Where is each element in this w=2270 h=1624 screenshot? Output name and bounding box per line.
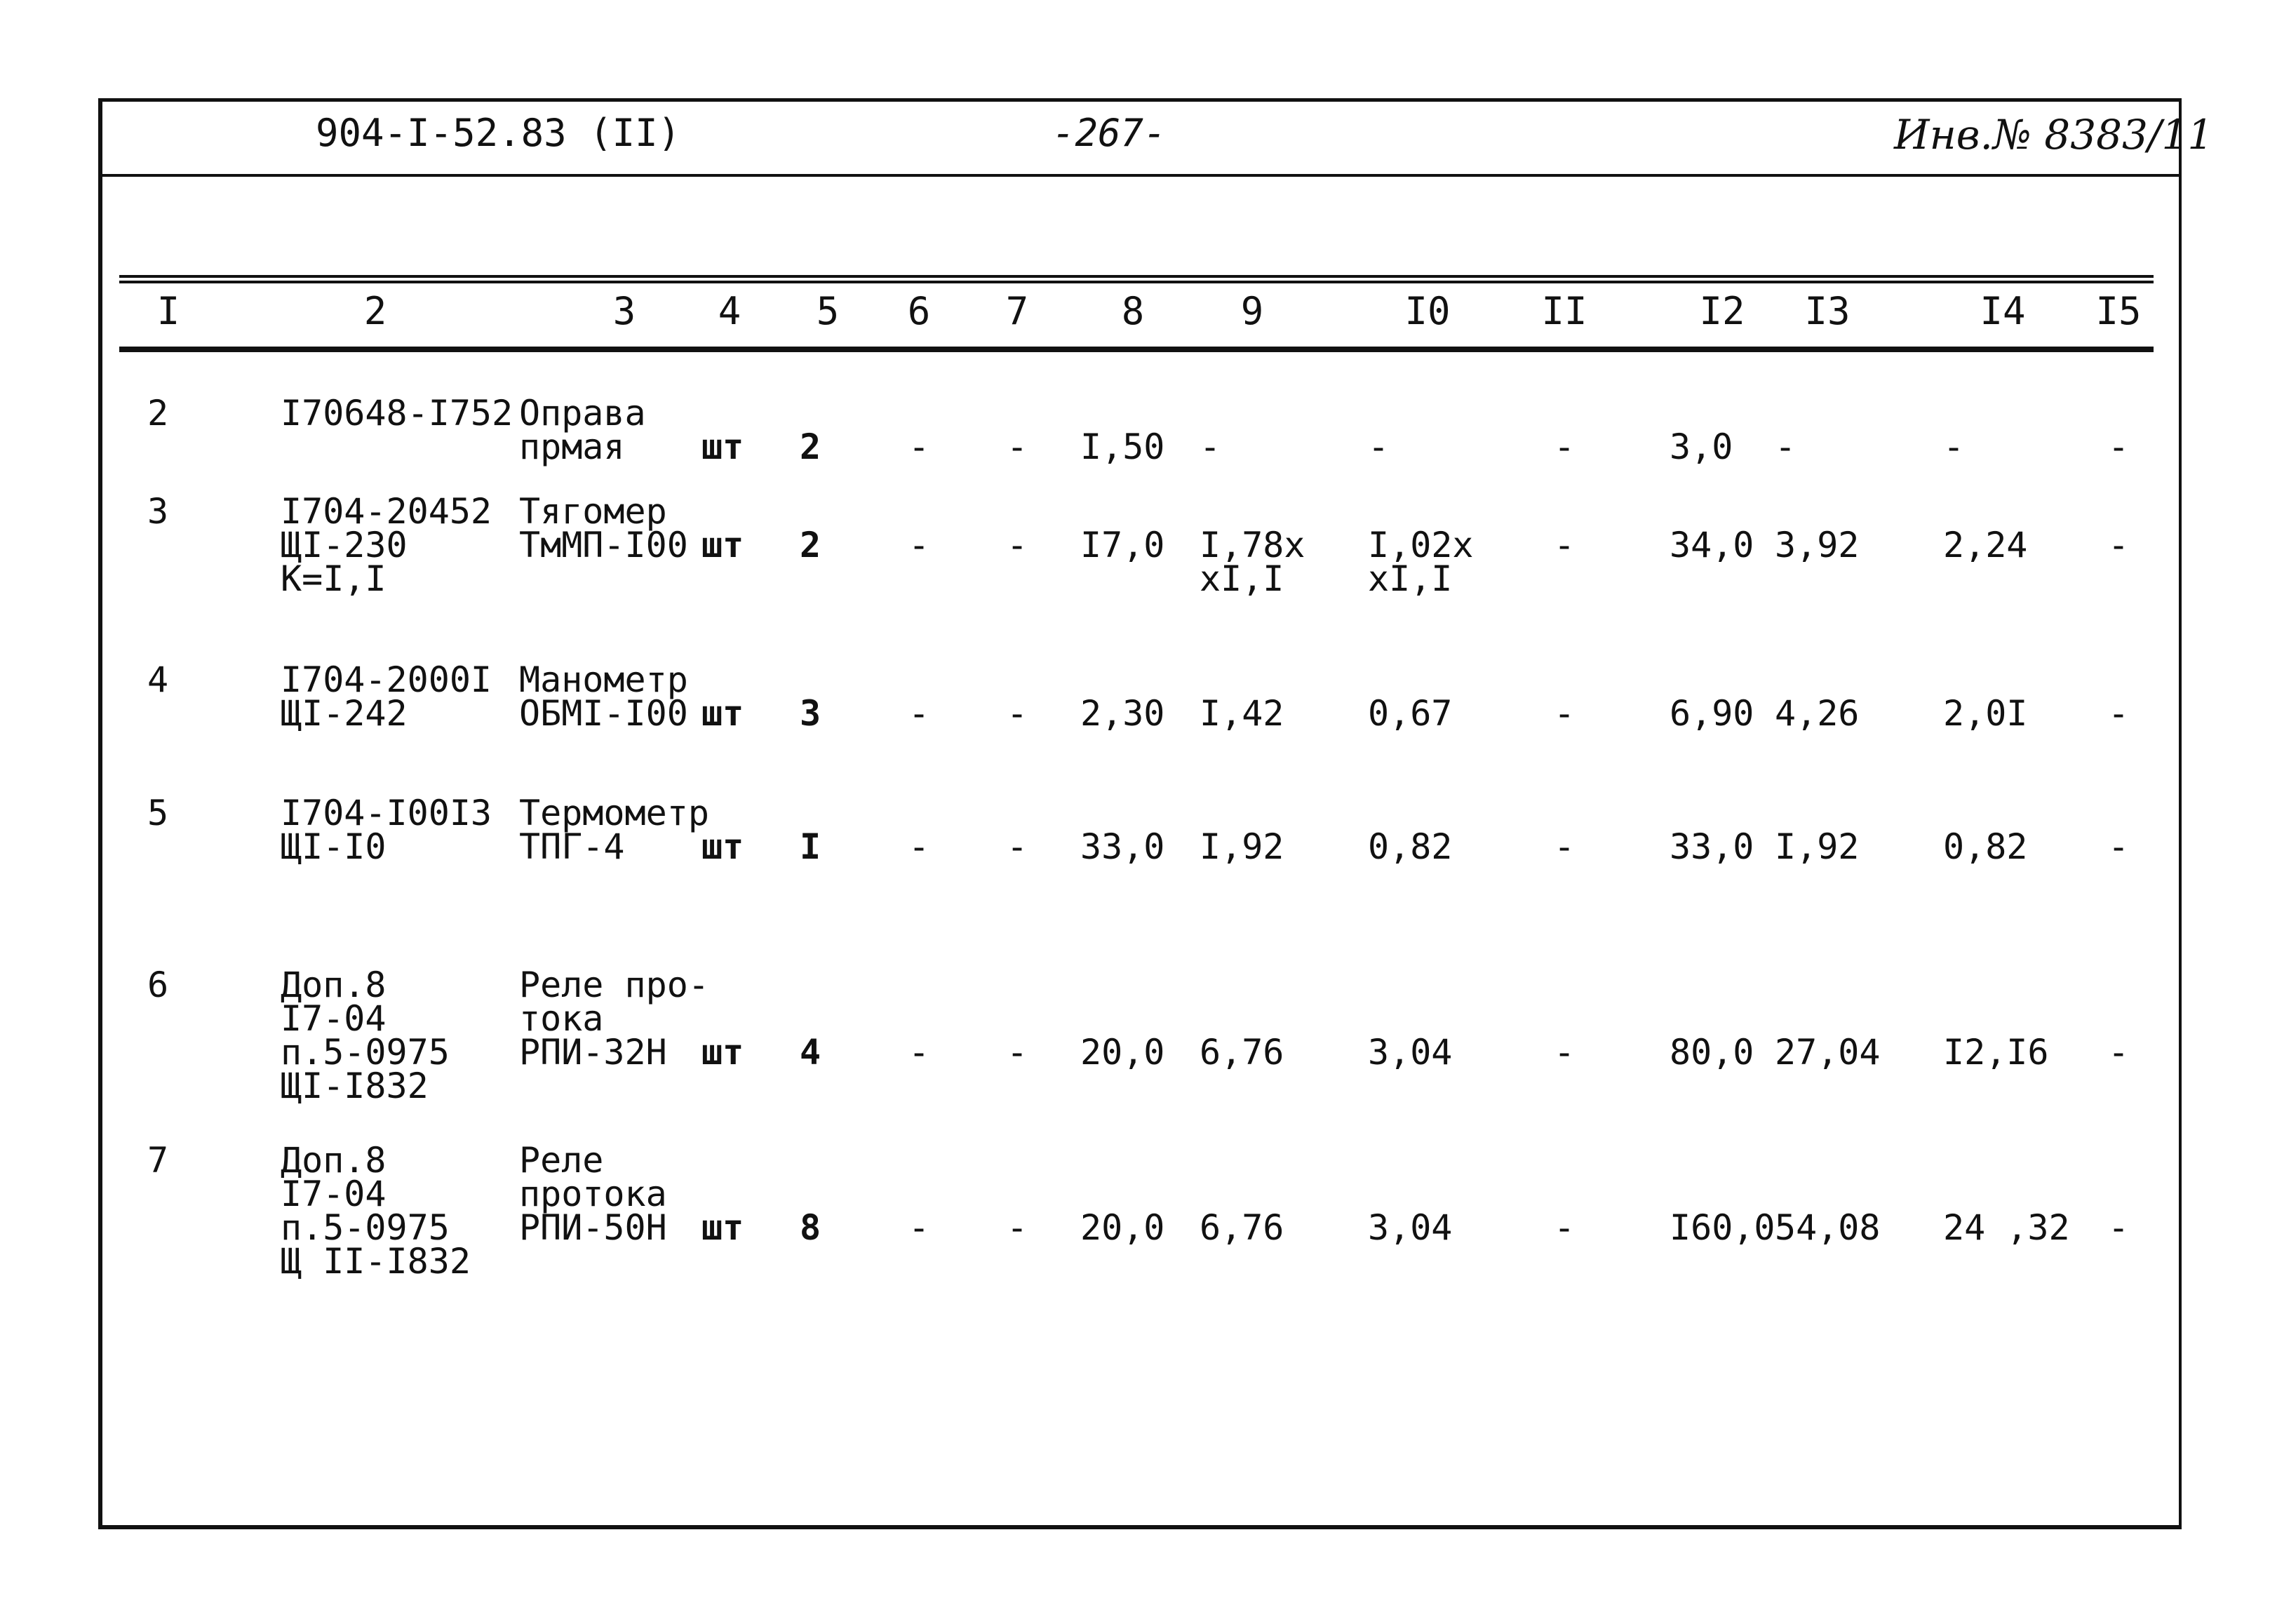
column-number: I3 xyxy=(1804,289,1851,333)
cell-6: - xyxy=(908,525,930,565)
cell-15: - xyxy=(2107,693,2130,734)
item-name: Реле про- тока РПИ-32Н xyxy=(519,965,709,1073)
cell-11: - xyxy=(1553,525,1576,565)
cell-8: I,50 xyxy=(1080,427,1165,467)
cell-9: I,42 xyxy=(1200,693,1284,734)
cell-14: 24 ,32 xyxy=(1943,1207,2070,1248)
column-number: 9 xyxy=(1240,289,1264,333)
column-number: 3 xyxy=(612,289,636,333)
cell-11: - xyxy=(1553,427,1576,467)
cell-8: 20,0 xyxy=(1080,1207,1165,1248)
unit: шт xyxy=(701,693,744,734)
cell-7: - xyxy=(1006,427,1028,467)
cell-12: 3,0 xyxy=(1670,427,1733,467)
cell-15: - xyxy=(2107,1207,2130,1248)
quantity: 2 xyxy=(800,427,821,467)
row-number: 2 xyxy=(147,393,169,434)
cell-12: I60,0 xyxy=(1670,1207,1775,1248)
unit: шт xyxy=(701,826,744,867)
cell-14: 0,82 xyxy=(1943,826,2028,867)
quantity: I xyxy=(800,826,821,867)
cell-13: I,92 xyxy=(1775,826,1860,867)
cell-8: 20,0 xyxy=(1080,1032,1165,1073)
column-number: 7 xyxy=(1005,289,1029,333)
row-number: 7 xyxy=(147,1140,169,1181)
table-header-rule xyxy=(119,347,2154,352)
cell-7: - xyxy=(1006,525,1028,565)
cell-15: - xyxy=(2107,1032,2130,1073)
cell-14: 2,0I xyxy=(1943,693,2028,734)
column-number: I5 xyxy=(2095,289,2142,333)
inventory-number: Инв.№ 8383/11 xyxy=(1894,111,2214,159)
designation: Доп.8 I7-04 п.5-0975 ЩI-I832 xyxy=(281,965,450,1106)
item-name: Реле протока РПИ-50Н xyxy=(519,1140,667,1248)
cell-11: - xyxy=(1553,1032,1576,1073)
unit: шт xyxy=(701,427,744,467)
cell-10: 0,82 xyxy=(1368,826,1453,867)
cell-6: - xyxy=(908,427,930,467)
cell-13: 3,92 xyxy=(1775,525,1860,565)
unit: шт xyxy=(701,525,744,565)
cell-10: 3,04 xyxy=(1368,1032,1453,1073)
cell-13: 27,04 xyxy=(1775,1032,1881,1073)
cell-13: - xyxy=(1775,427,1796,467)
quantity: 4 xyxy=(800,1032,821,1073)
item-name: Манометр ОБМI-I00 xyxy=(519,659,688,734)
cell-11: - xyxy=(1553,1207,1576,1248)
cell-8: I7,0 xyxy=(1080,525,1165,565)
cell-8: 2,30 xyxy=(1080,693,1165,734)
cell-14: - xyxy=(1943,427,1965,467)
cell-7: - xyxy=(1006,1207,1028,1248)
cell-9: I,78х хI,I xyxy=(1200,525,1305,599)
cell-7: - xyxy=(1006,826,1028,867)
column-number: I xyxy=(156,289,180,333)
header-divider xyxy=(98,174,2182,177)
cell-6: - xyxy=(908,693,930,734)
cell-9: 6,76 xyxy=(1200,1032,1284,1073)
row-number: 5 xyxy=(147,793,169,833)
designation: I704-2000I ЩI-242 xyxy=(281,659,492,734)
designation: I70648-I752 xyxy=(281,393,513,434)
cell-8: 33,0 xyxy=(1080,826,1165,867)
page-number: -267- xyxy=(1052,111,1167,155)
row-number: 4 xyxy=(147,659,169,700)
cell-9: - xyxy=(1200,427,1221,467)
column-number: 6 xyxy=(907,289,931,333)
cell-15: - xyxy=(2107,427,2130,467)
cell-14: 2,24 xyxy=(1943,525,2028,565)
row-number: 3 xyxy=(147,491,169,532)
item-name: Тягомер ТмМП-I00 xyxy=(519,491,688,565)
cell-15: - xyxy=(2107,525,2130,565)
cell-10: - xyxy=(1368,427,1390,467)
cell-7: - xyxy=(1006,693,1028,734)
cell-6: - xyxy=(908,1207,930,1248)
item-name: Термометр ТПГ-4 xyxy=(519,793,709,867)
cell-7: - xyxy=(1006,1032,1028,1073)
cell-6: - xyxy=(908,826,930,867)
row-number: 6 xyxy=(147,965,169,1005)
cell-12: 33,0 xyxy=(1670,826,1754,867)
quantity: 8 xyxy=(800,1207,821,1248)
cell-14: I2,I6 xyxy=(1943,1032,2049,1073)
table-top-rule xyxy=(119,275,2154,283)
cell-11: - xyxy=(1553,693,1576,734)
cell-12: 6,90 xyxy=(1670,693,1754,734)
column-number: I2 xyxy=(1699,289,1745,333)
unit: шт xyxy=(701,1032,744,1073)
quantity: 2 xyxy=(800,525,821,565)
document-code: 904-I-52.83 (II) xyxy=(316,111,681,155)
cell-10: I,02х хI,I xyxy=(1368,525,1474,599)
designation: Доп.8 I7-04 п.5-0975 Щ II-I832 xyxy=(281,1140,471,1282)
cell-10: 3,04 xyxy=(1368,1207,1453,1248)
cell-15: - xyxy=(2107,826,2130,867)
column-number: II xyxy=(1541,289,1587,333)
column-number: 8 xyxy=(1121,289,1145,333)
cell-9: I,92 xyxy=(1200,826,1284,867)
column-number: I4 xyxy=(1980,289,2026,333)
cell-12: 34,0 xyxy=(1670,525,1754,565)
column-number: 5 xyxy=(816,289,840,333)
cell-12: 80,0 xyxy=(1670,1032,1754,1073)
item-name: Оправа прмая xyxy=(519,393,646,467)
quantity: 3 xyxy=(800,693,821,734)
column-number: 2 xyxy=(363,289,387,333)
cell-9: 6,76 xyxy=(1200,1207,1284,1248)
designation: I704-20452 ЩI-230 К=I,I xyxy=(281,491,492,599)
column-number: I0 xyxy=(1404,289,1451,333)
cell-11: - xyxy=(1553,826,1576,867)
cell-6: - xyxy=(908,1032,930,1073)
cell-13: 4,26 xyxy=(1775,693,1860,734)
cell-13: 54,08 xyxy=(1775,1207,1881,1248)
column-number: 4 xyxy=(718,289,741,333)
cell-10: 0,67 xyxy=(1368,693,1453,734)
designation: I704-I00I3 ЩI-I0 xyxy=(281,793,492,867)
unit: шт xyxy=(701,1207,744,1248)
